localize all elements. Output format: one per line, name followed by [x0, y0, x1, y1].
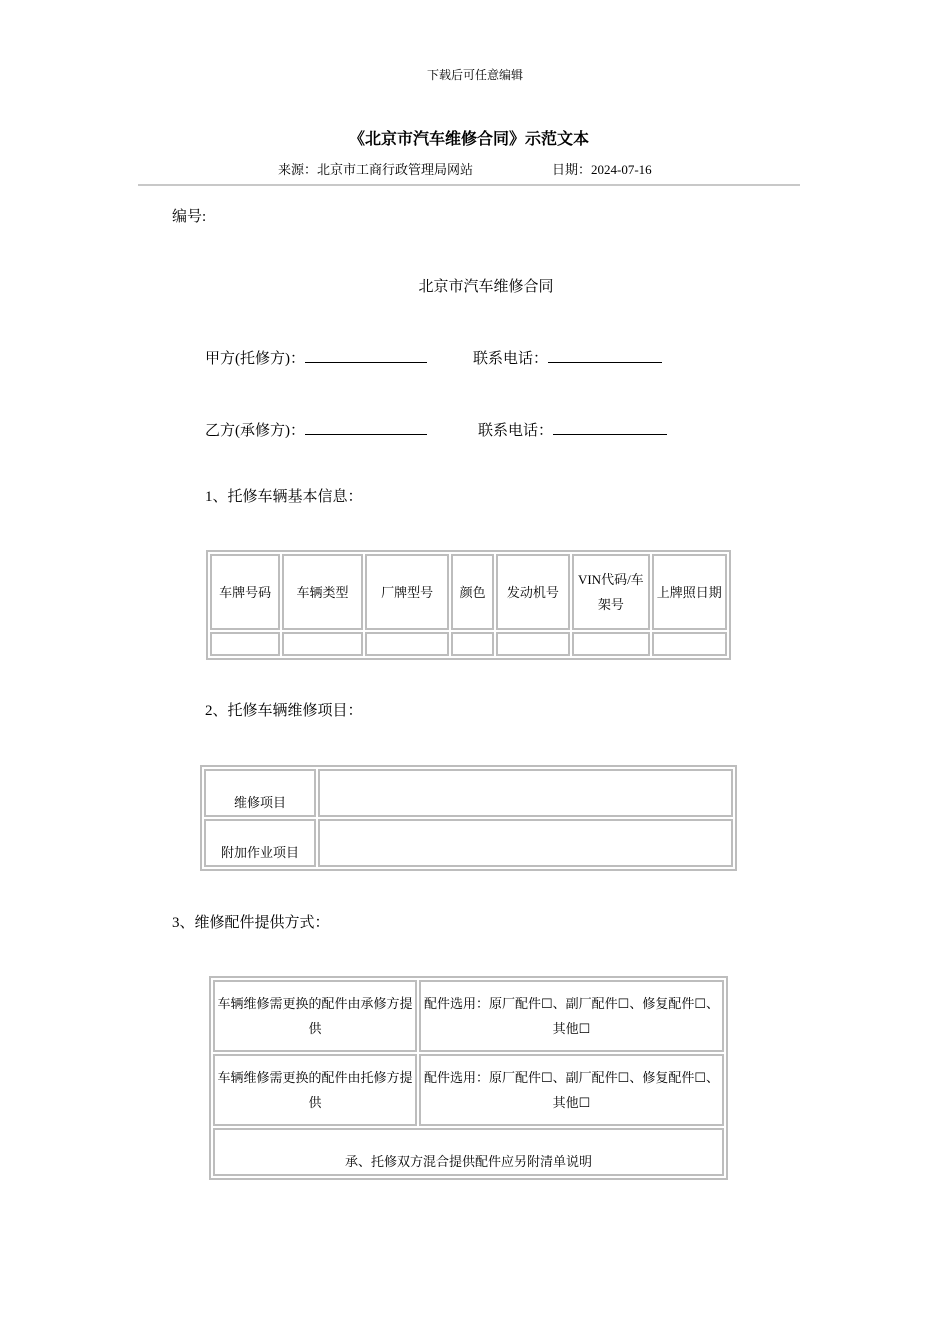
party-b-name-field[interactable] — [305, 418, 427, 435]
parts-supply-row — [213, 1054, 724, 1126]
section2-heading: 2、托修车辆维修项目： — [205, 703, 363, 719]
parts-supply-table — [209, 976, 728, 1180]
header-cell: 上牌照日期 — [652, 554, 727, 630]
party-b-phone-field[interactable] — [553, 418, 667, 435]
additional-items-value[interactable] — [318, 819, 733, 867]
repair-items-label: 维修项目 — [204, 769, 316, 817]
header-cell: VIN代码/车架号 — [572, 554, 649, 630]
document-title: 《北京市汽车维修合同》示范文本 — [348, 131, 589, 148]
supply-by-repairer-options[interactable]: 配件选用：原厂配件☐、副厂配件☐、修复配件☐、其他☐ — [419, 980, 724, 1052]
party-b-label: 乙方(承修方)： — [205, 423, 305, 439]
additional-items-row — [204, 819, 733, 867]
party-b-phone-line — [478, 418, 667, 440]
header-cell: 车辆类型 — [282, 554, 363, 630]
party-a-line — [205, 346, 427, 368]
data-cell[interactable] — [496, 632, 570, 656]
header-cell: 颜色 — [451, 554, 493, 630]
party-a-name-field[interactable] — [305, 346, 427, 363]
party-a-label: 甲方(托修方)： — [205, 351, 305, 367]
data-cell[interactable] — [210, 632, 280, 656]
data-cell[interactable] — [652, 632, 727, 656]
download-note: 下载后可任意编辑 — [426, 68, 523, 82]
party-b-line — [205, 418, 427, 440]
repair-items-value[interactable] — [318, 769, 733, 817]
party-a-phone-line — [473, 346, 662, 368]
date-text: 日期：2024-07-16 — [552, 162, 652, 177]
vehicle-info-table — [206, 550, 731, 660]
supply-by-repairer-label: 车辆维修需更换的配件由承修方提供 — [213, 980, 417, 1052]
party-a-phone-label: 联系电话： — [473, 351, 549, 367]
data-cell[interactable] — [451, 632, 493, 656]
vehicle-info-data-row — [210, 632, 727, 656]
additional-items-label: 附加作业项目 — [204, 819, 316, 867]
supply-by-client-label: 车辆维修需更换的配件由托修方提供 — [213, 1054, 417, 1126]
data-cell[interactable] — [282, 632, 363, 656]
contract-number-label: 编号: — [172, 209, 207, 225]
party-b-phone-label: 联系电话： — [478, 423, 554, 439]
party-a-phone-field[interactable] — [548, 346, 662, 363]
header-cell: 发动机号 — [496, 554, 570, 630]
data-cell[interactable] — [572, 632, 649, 656]
supply-by-client-options[interactable]: 配件选用：原厂配件☐、副厂配件☐、修复配件☐、其他☐ — [419, 1054, 724, 1126]
source-text: 来源：北京市工商行政管理局网站 — [278, 162, 474, 177]
header-divider — [138, 184, 800, 186]
repair-items-table — [200, 765, 737, 871]
parts-supply-footer-row — [213, 1128, 724, 1176]
mixed-supply-note: 承、托修双方混合提供配件应另附清单说明 — [213, 1128, 724, 1176]
parts-supply-row — [213, 980, 724, 1052]
vehicle-info-header-row — [210, 554, 727, 630]
section3-heading: 3、维修配件提供方式： — [172, 915, 330, 931]
repair-items-row — [204, 769, 733, 817]
data-cell[interactable] — [365, 632, 450, 656]
contract-title: 北京市汽车维修合同 — [418, 279, 554, 295]
header-cell: 厂牌型号 — [365, 554, 450, 630]
section1-heading: 1、托修车辆基本信息： — [205, 489, 363, 505]
header-cell: 车牌号码 — [210, 554, 280, 630]
